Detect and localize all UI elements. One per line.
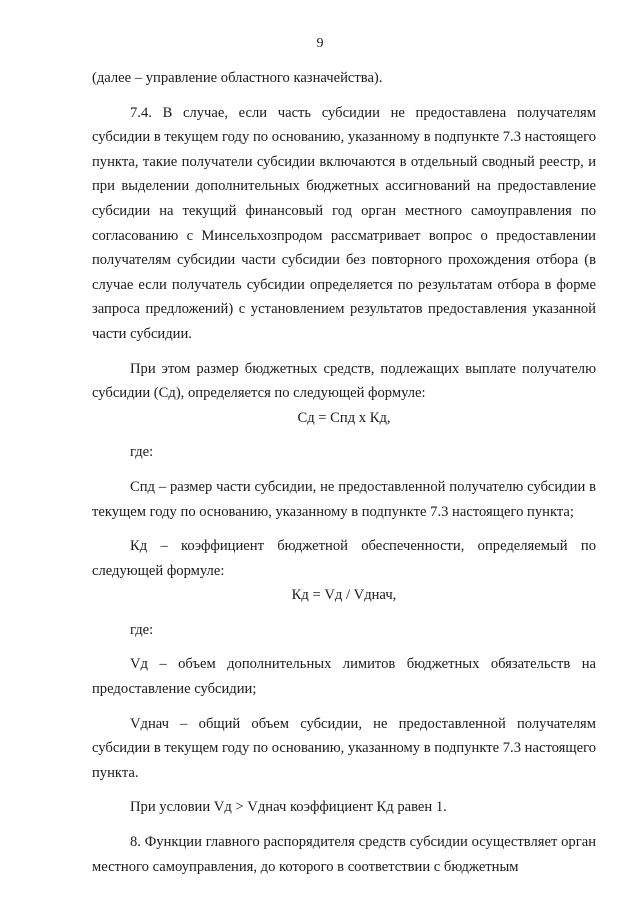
document-body	[92, 66, 596, 879]
formula-sd: Сд = Спд х Кд,	[297, 409, 391, 426]
definition-spd: Спд – размер части субсидии, не предоставленной получателю субсидии в текущем году по основанию, указанному в подпункте 7.3 настоящего пункта;	[92, 478, 596, 520]
definition-vd: Vд – объем дополнительных лимитов бюджетных обязательств на предоставление субсидии;	[92, 656, 596, 698]
condition-kd: При условии Vд > Vднач коэффициент Кд равен 1.	[130, 799, 447, 816]
paragraph-amount-definition: При этом размер бюджетных средств, подлежащих выплате получателю субсидии (Сд), определяется по следующей формуле:	[92, 360, 596, 402]
paragraph-7-4: 7.4. В случае, если часть субсидии не предоставлена получателям субсидии в текущем году по основанию, указанному в подпункте 7.3 настоящего пункта, такие получатели субсидии включаются в отдельный сводный реестр, и при выделении дополнительных бюджетных ассигнований на предоставление субсидии на текущий финансовый год орган местного самоуправления по согласованию с Минсельхозпродом рассматривает вопрос о предоставлении получателям субсидии части субсидии без повторного прохождения отбора (в случае если получатель субсидии определяется по результатам отбора в форме запроса предложений) с установлением результатов предоставления указанной части субсидии.	[92, 104, 596, 342]
definition-kd: Кд – коэффициент бюджетной обеспеченности, определяемый по следующей формуле:	[92, 538, 596, 579]
formula-kd: Кд = Vд / Vднач,	[291, 587, 397, 604]
paragraph-8: 8. Функции главного распорядителя средств субсидии осуществляет орган местного самоуправления, до которого в соответствии с бюджетным	[92, 834, 596, 875]
paragraph-continuation: (далее – управление областного казначейства).	[92, 70, 383, 86]
page-number: 9	[316, 36, 324, 51]
definition-vdnach: Vднач – общий объем субсидии, не предоставленной получателям субсидии в текущем году по основанию, указанному в подпункте 7.3 настоящего пункта.	[92, 715, 596, 781]
where-label-2: где:	[130, 621, 154, 638]
where-label-1: где:	[130, 444, 154, 461]
